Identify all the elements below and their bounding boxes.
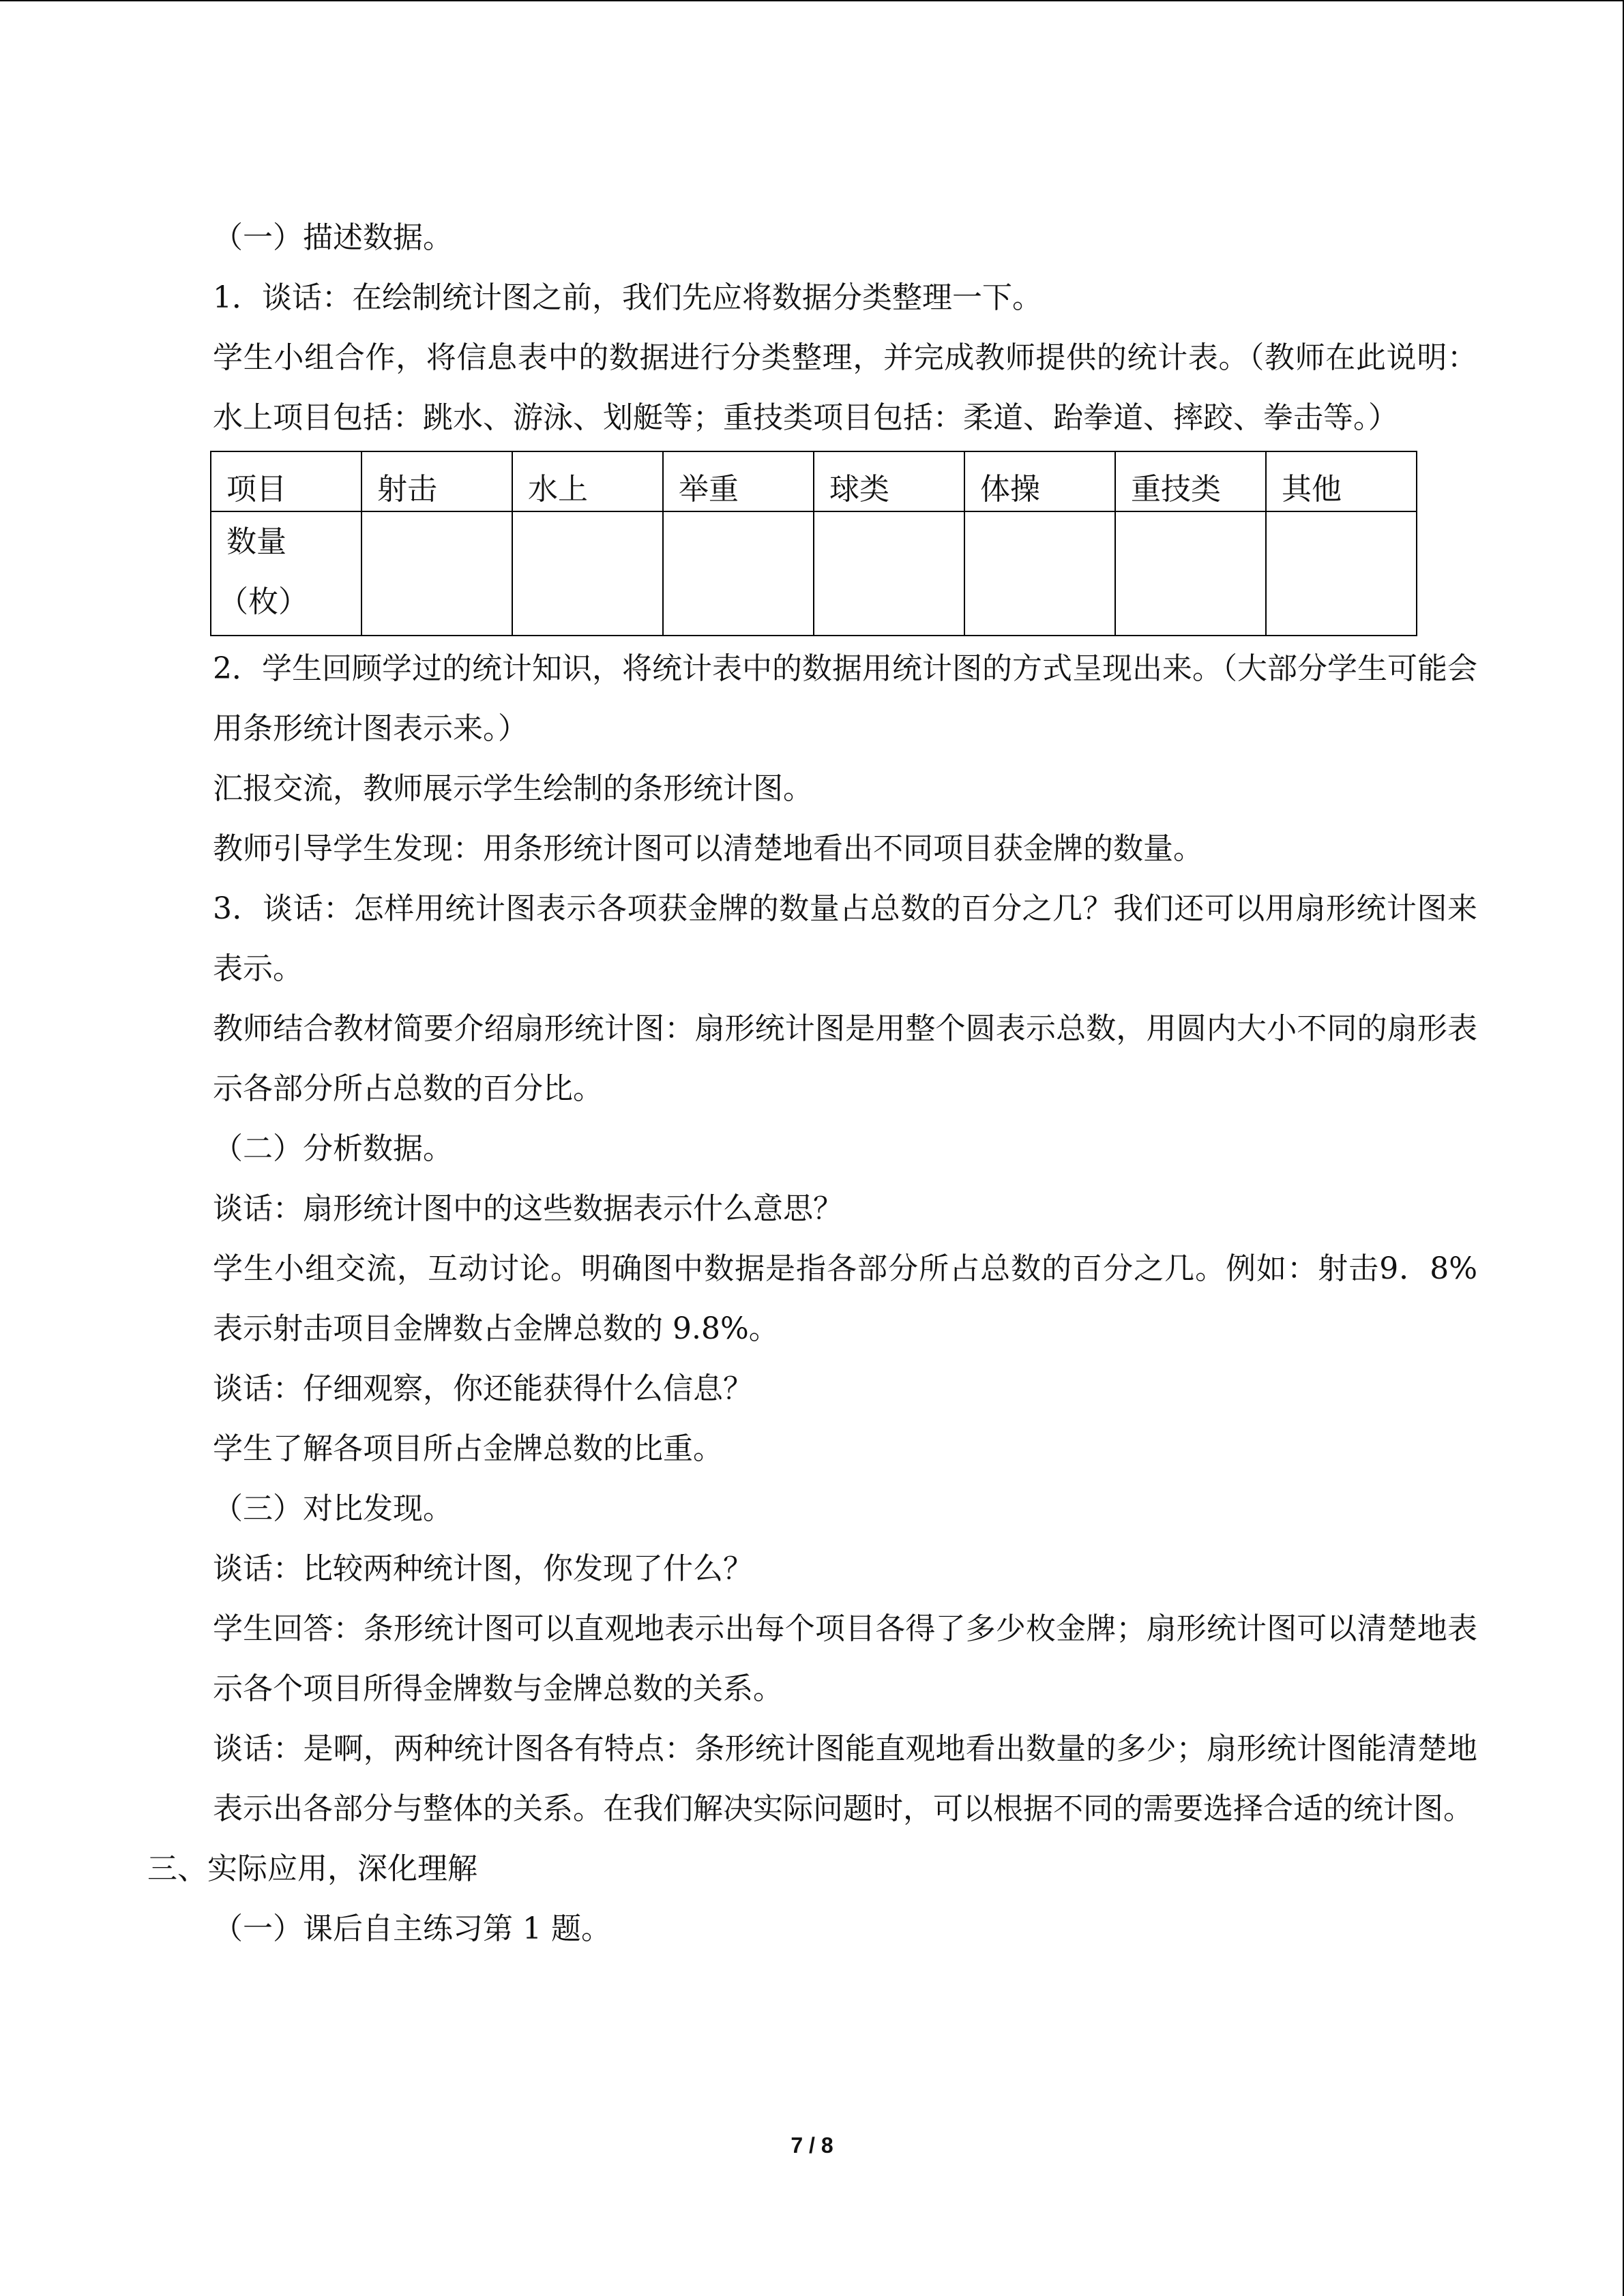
paragraph-student-understand: 学生了解各项目所占金牌总数的比重。 bbox=[213, 1431, 723, 1466]
page-top-border bbox=[0, 0, 1623, 3]
page-number: 7 / 8 bbox=[791, 2133, 833, 2158]
table-cell-empty bbox=[512, 511, 663, 636]
table-cell-empty bbox=[964, 511, 1115, 636]
paragraph-recall-statistics: 2．学生回顾学过的统计知识，将统计表中的数据用统计图的方式呈现出来。（大部分学生可能会用条形统计图表示来。） bbox=[213, 651, 1477, 746]
paragraph-describe-data-heading: （一）描述数据。 bbox=[213, 220, 453, 255]
paragraph-report-exchange: 汇报交流，教师展示学生绘制的条形统计图。 bbox=[213, 771, 813, 806]
table-header-cell: 球类 bbox=[814, 451, 964, 511]
paragraph-talk-1: 1．谈话：在绘制统计图之前，我们先应将数据分类整理一下。 bbox=[213, 280, 1042, 315]
paragraph-group-work: 学生小组合作，将信息表中的数据进行分类整理，并完成教师提供的统计表。（教师在此说明：水上项目包括：跳水、游泳、划艇等；重技类项目包括：柔道、跆拳道、摔跤、拳击等。） bbox=[213, 340, 1477, 435]
table-header-cell: 水上 bbox=[512, 451, 663, 511]
section-heading: 三、实际应用，深化理解 bbox=[147, 1851, 477, 1886]
paragraph-teacher-guide: 教师引导学生发现：用条形统计图可以清楚地看出不同项目获金牌的数量。 bbox=[213, 831, 1203, 866]
paragraph-student-answer: 学生回答：条形统计图可以直观地表示出每个项目各得了多少枚金牌；扇形统计图可以清楚地表示各个项目所得金牌数与金牌总数的关系。 bbox=[213, 1611, 1477, 1706]
table-header-cell: 射击 bbox=[361, 451, 512, 511]
table-row-label bbox=[211, 511, 361, 636]
table-header-cell: 举重 bbox=[663, 451, 814, 511]
statistics-table bbox=[210, 451, 1417, 636]
table-header-cell: 体操 bbox=[964, 451, 1115, 511]
table-cell-empty bbox=[1115, 511, 1266, 636]
paragraph-talk-3: 3．谈话：怎样用统计图表示各项获金牌的数量占总数的百分之几？我们还可以用扇形统计图来表示。 bbox=[213, 891, 1477, 986]
paragraph-exercise: （一）课后自主练习第 1 题。 bbox=[213, 1911, 611, 1946]
paragraph-talk-observe: 谈话：仔细观察，你还能获得什么信息？ bbox=[213, 1371, 753, 1406]
paragraph-pie-intro: 教师结合教材简要介绍扇形统计图：扇形统计图是用整个圆表示总数，用圆内大小不同的扇形表示各部分所占总数的百分比。 bbox=[213, 1011, 1477, 1106]
paragraph-talk-meaning: 谈话：扇形统计图中的这些数据表示什么意思？ bbox=[213, 1191, 843, 1226]
table-header-row bbox=[211, 451, 1417, 511]
table-cell-empty bbox=[1266, 511, 1417, 636]
paragraph-talk-summary: 谈话：是啊，两种统计图各有特点：条形统计图能直观地看出数量的多少；扇形统计图能清楚地表示出各部分与整体的关系。在我们解决实际问题时，可以根据不同的需要选择合适的统计图。 bbox=[213, 1731, 1477, 1826]
table-row bbox=[211, 511, 1417, 636]
quantity-unit-label: （枚） bbox=[218, 584, 308, 619]
document-body bbox=[147, 208, 1477, 1959]
table-cell-empty bbox=[361, 511, 512, 636]
table-header-cell: 项目 bbox=[211, 451, 361, 511]
table-cell-empty bbox=[663, 511, 814, 636]
table-cell-empty bbox=[814, 511, 964, 636]
table-header-cell: 其他 bbox=[1266, 451, 1417, 511]
paragraph-analyze-heading: （二）分析数据。 bbox=[213, 1131, 453, 1166]
table-header-cell: 重技类 bbox=[1115, 451, 1266, 511]
quantity-label: 数量 bbox=[226, 524, 286, 559]
paragraph-group-discussion: 学生小组交流，互动讨论。明确图中数据是指各部分所占总数的百分之几。例如：射击9．8%表示射击项目金牌数占金牌总数的 9.8%。 bbox=[213, 1251, 1477, 1346]
paragraph-talk-compare: 谈话：比较两种统计图，你发现了什么？ bbox=[213, 1551, 753, 1586]
paragraph-compare-heading: （三）对比发现。 bbox=[213, 1491, 453, 1526]
